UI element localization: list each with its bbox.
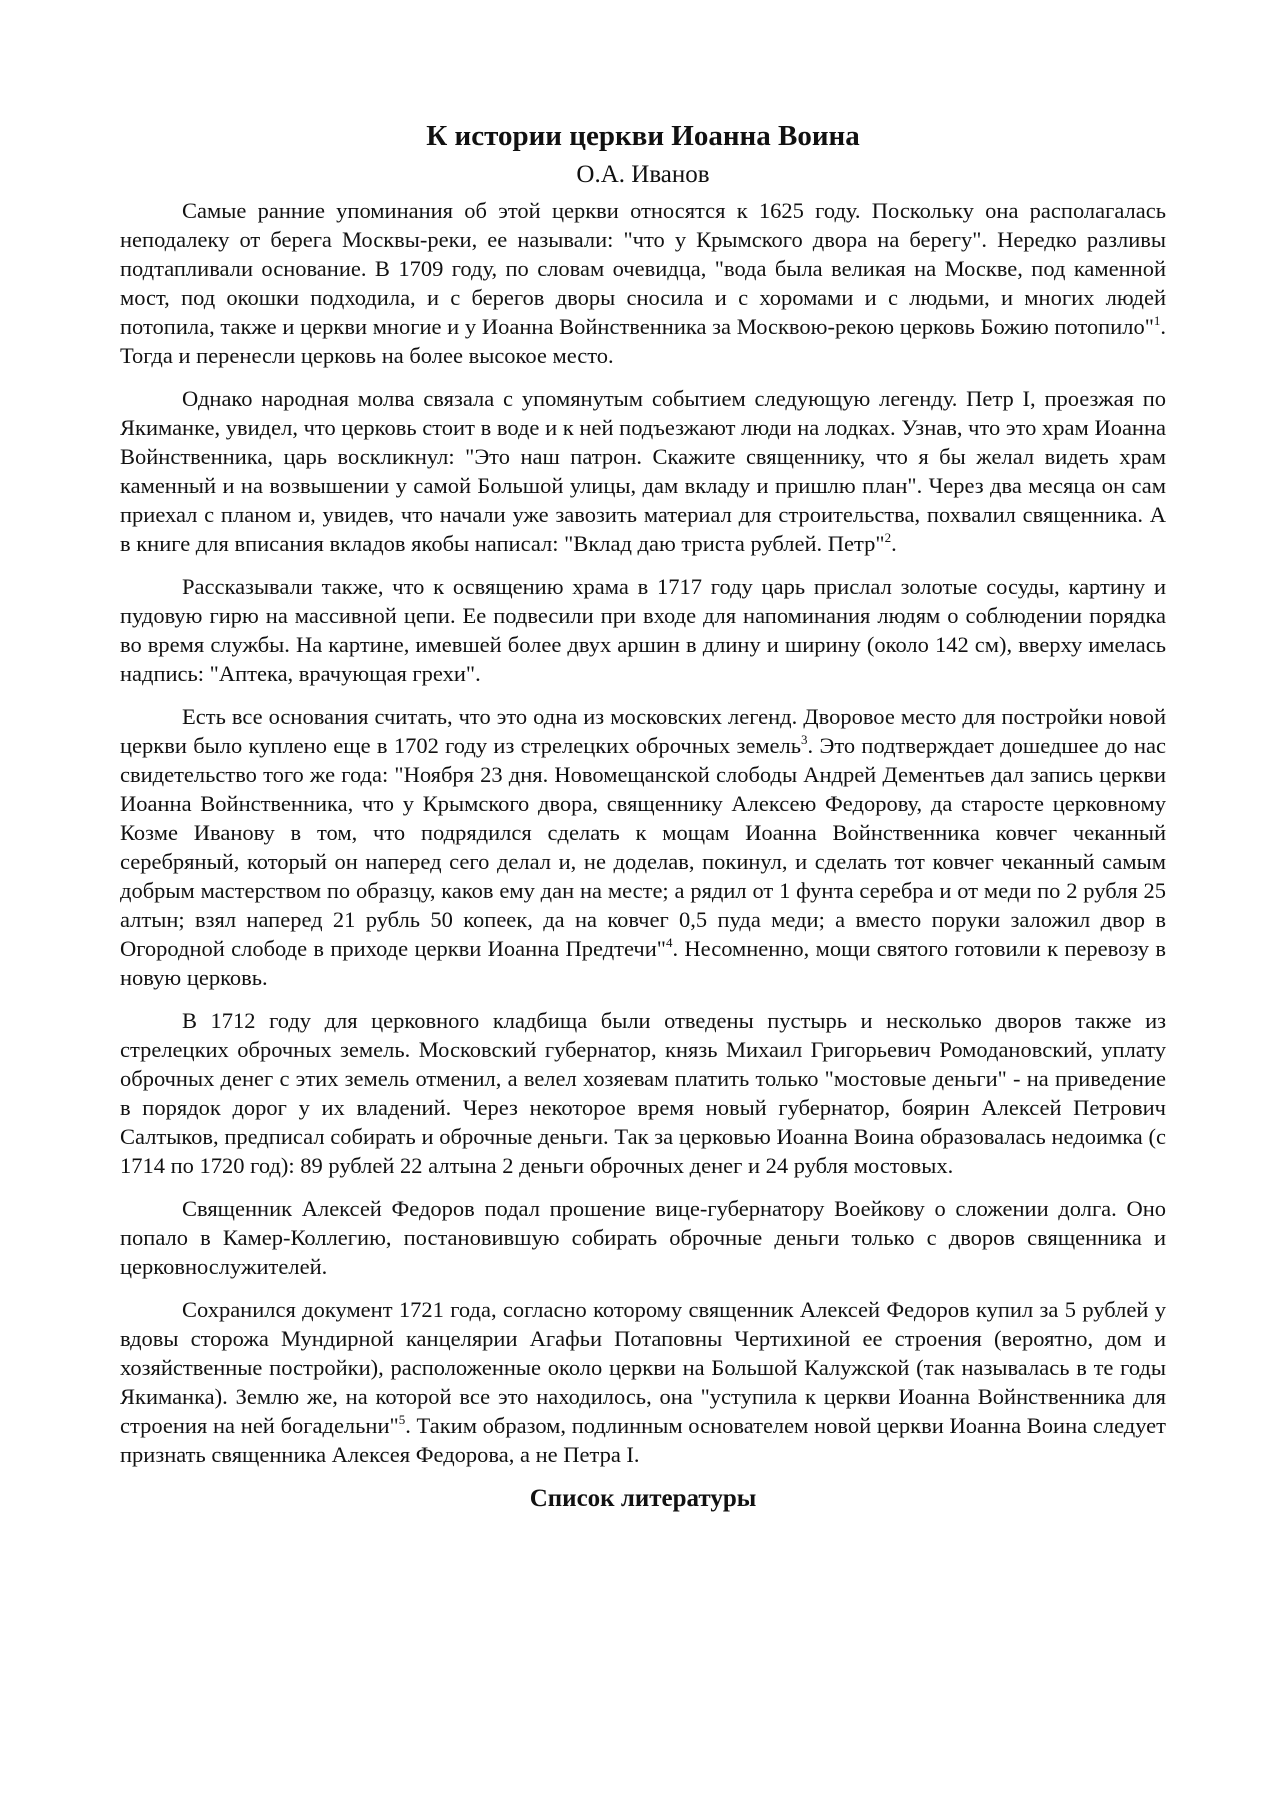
footnote-ref-1[interactable]: 1 — [1153, 313, 1161, 328]
paragraph-tail: . Несомненно, мощи святого готовили к перевозу в новую церковь. — [120, 936, 1166, 990]
paragraph-1 — [120, 196, 1166, 370]
paragraph-text: Священник Алексей Федоров подал прошение вице-губернатору Воейкову о сложении долга. Оно попало в Камер-Коллегию, постановившую собирать оброчные деньги только с дворов священника и церковнослужителей. — [120, 1196, 1166, 1279]
footnote-ref-3[interactable]: 3 — [801, 732, 808, 747]
paragraph-text: Однако народная молва связала с упомянутым событием следующую легенду. Петр I, проезжая по Якиманке, увидел, что церковь стоит в воде и к ней подъезжают люди на лодках. Узнав, что это храм Иоанна Войнственника, царь воскликнул: "Это наш патрон. Скажите священнику, что я бы желал видеть храм каменный и на возвышении у самой Большой улицы, дам вкладу и пришлю план". Через два месяца он сам приехал с планом и, увидев, что начали уже завозить материал для строительства, похвалил священника. А в книге для вписания вкладов якобы написал: "Вклад даю триста рублей. Петр" — [120, 386, 1166, 556]
paragraph-4 — [120, 702, 1166, 992]
page-title: К истории церкви Иоанна Воина — [426, 120, 860, 152]
paragraph-6 — [120, 1194, 1166, 1281]
document-page — [120, 118, 1166, 1515]
paragraph-3 — [120, 572, 1166, 688]
paragraph-text: Есть все основания считать, что это одна из московских легенд. Дворовое место для постройки новой церкви было куплено еще в 1702 году из стрелецких оброчных земель — [120, 704, 1166, 758]
paragraph-text: В 1712 году для церковного кладбища были отведены пустырь и несколько дворов также из стрелецких оброчных земель. Московский губернатор, князь Михаил Григорьевич Ромодановский, уплату оброчных денег с этих земель отменил, а велел хозяевам платить только "мостовые деньги" - на приведение в порядок дорог у их владений. Через некоторое время новый губернатор, боярин Алексей Петрович Салтыков, предписал собирать и оброчные деньги. Так за церковью Иоанна Воина образовалась недоимка (с 1714 по 1720 год): 89 рублей 22 алтына 2 деньги оброчных денег и 24 рубля мостовых. — [120, 1008, 1166, 1178]
paragraph-text: Рассказывали также, что к освящению храма в 1717 году царь прислал золотые сосуды, картину и пудовую гирю на массивной цепи. Ее подвесили при входе для напоминания людям о соблюдении порядка во время службы. На картине, имевшей более двух аршин в длину и ширину (около 142 см), вверху имелась надпись: "Аптека, врачующая грехи". — [120, 574, 1166, 686]
paragraph-5 — [120, 1006, 1166, 1180]
paragraph-tail: . Таким образом, подлинным основателем новой церкви Иоанна Воина следует признать священника Алексея Федорова, а не Петра I. — [120, 1413, 1166, 1467]
author-name: О.А. Иванов — [576, 161, 710, 188]
footnote-ref-2[interactable]: 2 — [884, 530, 892, 545]
paragraph-tail: . — [891, 531, 897, 556]
paragraph-tail: . Тогда и перенесли церковь на более высокое место. — [120, 314, 1166, 368]
paragraph-text: Самые ранние упоминания об этой церкви относятся к 1625 году. Поскольку она располагалась неподалеку от берега Москвы-реки, ее называли: "что у Крымского двора на берегу". Нередко разливы подтапливали основание. В 1709 году, по словам очевидца, "вода была великая на Москве, под каменной мост, под окошки подходила, и с берегов дворы сносила и с хоромами и с людьми, и многих людей потопила, также и церкви многие и у Иоанна Войнственника за Москвою-рекою церковь Божию потопило" — [120, 198, 1166, 339]
references-heading: Список литературы — [529, 1485, 757, 1512]
paragraph-tail: . Это подтверждает дошедшее до нас свидетельство того же года: "Ноября 23 дня. Новомещанской слободы Андрей Дементьев дал запись церкви Иоанна Войнственника, что у Крымского двора, священнику Алексею Федорову, да старосте церковному Козме Иванову в том, что подрядился сделать к мощам Иоанна Войнственника ковчег чеканный серебряный, который он наперед сего делал и, не доделав, покинул, и сделать тот ковчег чеканный самым добрым мастерством по образцу, каков ему дан на месте; а рядил от 1 фунта серебра и от меди по 2 рубля 25 алтын; взял наперед 21 рубль 50 копеек, да на ковчег 0,5 пуда меди; а вместо поруки заложил двор в Огородной слободе в приходе церкви Иоанна Предтечи" — [120, 733, 1166, 961]
footnote-ref-5[interactable]: 5 — [398, 1412, 406, 1427]
paragraph-7 — [120, 1295, 1166, 1469]
paragraph-2 — [120, 384, 1166, 558]
paragraph-text: Сохранился документ 1721 года, согласно которому священник Алексей Федоров купил за 5 рублей у вдовы сторожа Мундирной канцелярии Агафьи Потаповны Чертихиной ее строения (вероятно, дом и хозяйственные постройки), расположенные около церкви на Большой Калужской (так называлась в те годы Якиманка). Землю же, на которой все это находилось, она "уступила к церкви Иоанна Войнственника для строения на ней богадельни" — [120, 1297, 1166, 1438]
footnote-ref-4[interactable]: 4 — [665, 935, 673, 950]
